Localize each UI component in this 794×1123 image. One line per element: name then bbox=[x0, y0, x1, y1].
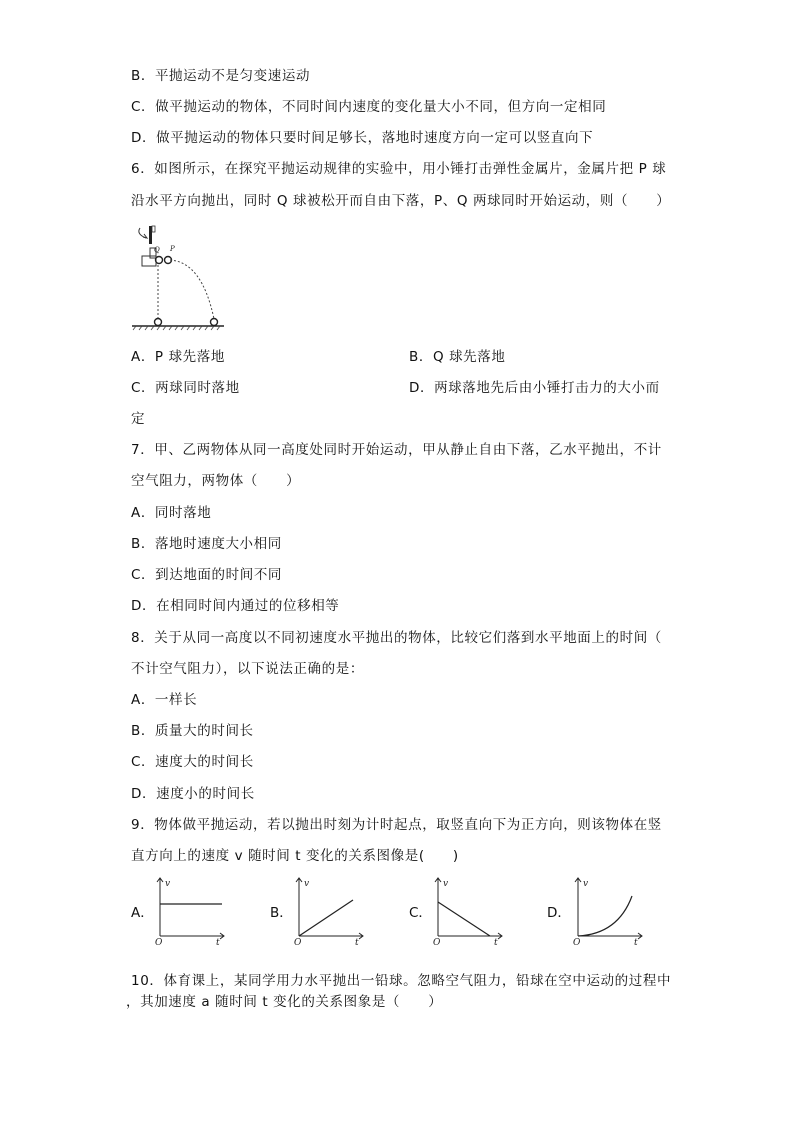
axis-t-label: t bbox=[634, 938, 638, 946]
axis-v-label: v bbox=[304, 879, 310, 889]
q6-stem-line2: 沿水平方向抛出，同时 Q 球被松开而自由下落，P、Q 两球同时开始运动，则（ ） bbox=[131, 193, 671, 209]
q6-option-c: C．两球同时落地 bbox=[131, 380, 240, 396]
q9-stem-line2: 直方向上的速度 v 随时间 t 变化的关系图像是( ) bbox=[131, 848, 459, 864]
origin-label: O bbox=[294, 938, 302, 946]
q7-option-c: C．到达地面的时间不同 bbox=[131, 567, 283, 583]
q7-option-a: A．同时落地 bbox=[131, 505, 212, 521]
q9-graph-c bbox=[428, 874, 508, 950]
q6-option-a: A．P 球先落地 bbox=[131, 349, 225, 365]
q5-option-b: B．平抛运动不是匀变速运动 bbox=[131, 68, 311, 84]
q7-option-b: B．落地时速度大小相同 bbox=[131, 536, 282, 552]
q9-graph-d bbox=[568, 874, 648, 950]
q8-option-c: C．速度大的时间长 bbox=[131, 754, 254, 770]
q8-option-d: D．速度小的时间长 bbox=[131, 786, 255, 802]
q9-graph-a-label: A． bbox=[131, 905, 154, 921]
q9-graph-b bbox=[289, 874, 369, 950]
axis-v-label: v bbox=[165, 879, 171, 889]
q-ball-label: Q bbox=[154, 246, 160, 254]
q6-option-d-cont: 定 bbox=[131, 411, 146, 427]
q8-stem-line2: 不计空气阻力），以下说法正确的是： bbox=[131, 661, 364, 677]
q7-option-d: D．在相同时间内通过的位移相等 bbox=[131, 598, 340, 614]
q9-stem-line1: 9．物体做平抛运动，若以抛出时刻为计时起点，取竖直向下为正方向，则该物体在竖 bbox=[131, 817, 662, 833]
q5-option-d: D．做平抛运动的物体只要时间足够长，落地时速度方向一定可以竖直向下 bbox=[131, 130, 594, 146]
q9-graph-a bbox=[150, 874, 230, 950]
q9-graph-c-label: C． bbox=[409, 905, 432, 921]
axis-v-label: v bbox=[583, 879, 589, 889]
axis-t-label: t bbox=[494, 938, 498, 946]
axis-t-label: t bbox=[355, 938, 359, 946]
q9-graph-b-label: B． bbox=[270, 905, 293, 921]
axis-t-label: t bbox=[216, 938, 220, 946]
q6-stem-line1: 6．如图所示，在探究平抛运动规律的实验中，用小锤打击弹性金属片，金属片把 P 球 bbox=[131, 161, 667, 177]
q6-option-d: D．两球落地先后由小锤打击力的大小而 bbox=[409, 380, 660, 396]
q8-option-a: A．一样长 bbox=[131, 692, 198, 708]
q7-stem-line1: 7．甲、乙两物体从同一高度处同时开始运动，甲从静止自由下落，乙水平抛出，不计 bbox=[131, 442, 662, 458]
q6-option-b: B．Q 球先落地 bbox=[409, 349, 506, 365]
axis-v-label: v bbox=[443, 879, 449, 889]
q10-stem-line1: 10．体育课上，某同学用力水平抛出一铅球。忽略空气阻力，铅球在空中运动的过程中 bbox=[131, 973, 672, 989]
q9-graph-d-label: D． bbox=[547, 905, 571, 921]
p-ball-label: P bbox=[170, 245, 175, 253]
q6-apparatus-figure bbox=[130, 220, 230, 335]
origin-label: O bbox=[155, 938, 163, 946]
q8-option-b: B．质量大的时间长 bbox=[131, 723, 254, 739]
q5-option-c: C．做平抛运动的物体，不同时间内速度的变化量大小不同，但方向一定相同 bbox=[131, 99, 607, 115]
origin-label: O bbox=[433, 938, 441, 946]
q7-stem-line2: 空气阻力，两物体（ ） bbox=[131, 473, 301, 489]
q8-stem-line1: 8．关于从同一高度以不同初速度水平抛出的物体，比较它们落到水平地面上的时间（ bbox=[131, 630, 662, 646]
q10-stem-line2: ，其加速度 a 随时间 t 变化的关系图象是（ ） bbox=[126, 994, 443, 1010]
origin-label: O bbox=[573, 938, 581, 946]
